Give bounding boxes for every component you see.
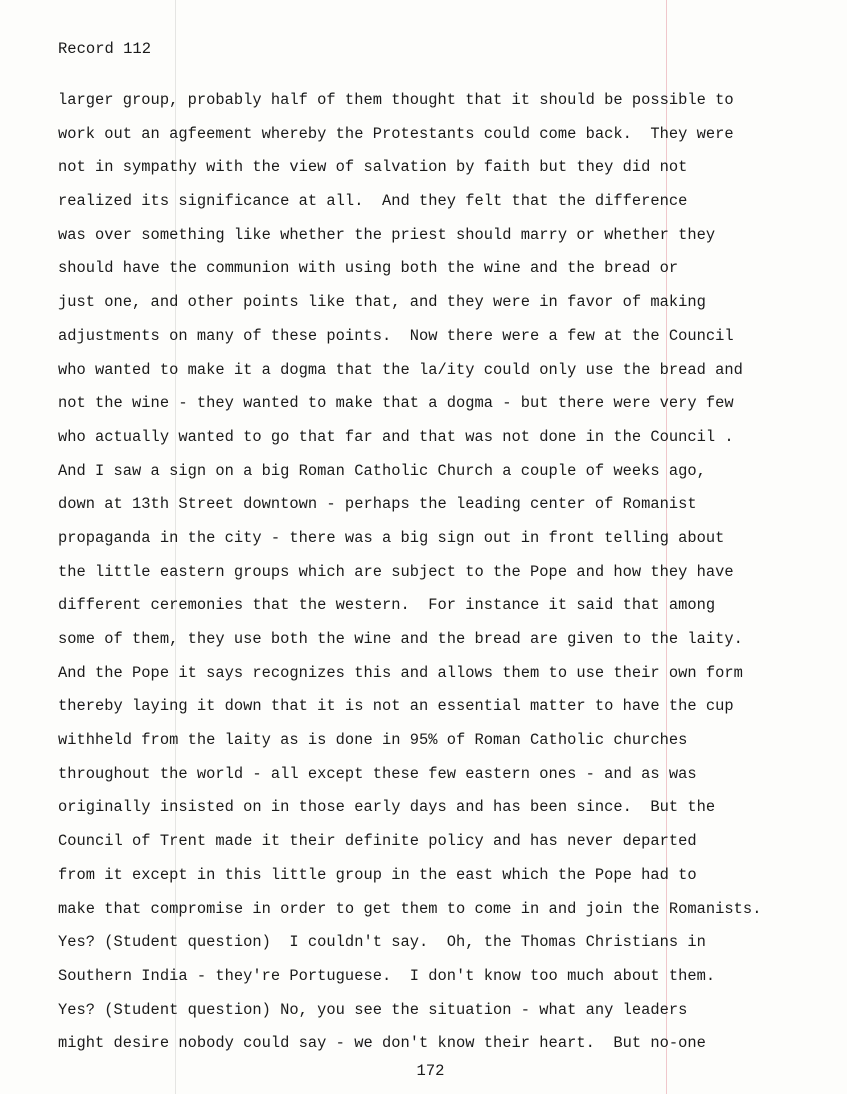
text-line: adjustments on many of these points. Now there were a few at the Council <box>58 326 734 345</box>
text-line: some of them, they use both the wine and the bread are given to the laity. <box>58 630 743 648</box>
text-line: realized its significance at all. And they felt that the difference <box>58 192 688 211</box>
page-number-label: 172 <box>416 1062 445 1080</box>
text-line: not the wine - they wanted to make that a dogma - but there were very few <box>58 394 734 413</box>
text-line: propaganda in the city - there was a big sign out in front telling about <box>58 528 725 547</box>
text-line: larger group, probably half of them thought that it should be possible to <box>58 91 734 109</box>
text-line: who actually wanted to go that far and that was not done in the Council . <box>58 427 734 446</box>
text-line: the little eastern groups which are subject to the Pope and how they have <box>58 562 734 581</box>
text-line: just one, and other points like that, and they were in favor of making <box>58 293 706 312</box>
text-line: thereby laying it down that it is not an essential matter to have the cup <box>58 697 734 716</box>
text-line: work out an agfeement whereby the Protestants could come back. They were <box>58 124 734 143</box>
text-line: was over something like whether the priest should marry or whether they <box>58 225 716 244</box>
text-line: throughout the world - all except these few eastern ones - and as was <box>58 764 697 783</box>
text-line: Yes? (Student question) No, you see the situation - what any leaders <box>58 1000 688 1019</box>
text-line: originally insisted on in those early days and has been since. But the <box>58 798 716 817</box>
page-number <box>0 1060 847 1082</box>
text-line: And the Pope it says recognizes this and allows them to use their own form <box>58 663 743 682</box>
text-line: make that compromise in order to get them to come in and join the Romanists. <box>58 899 762 918</box>
record-header: Record 112 <box>58 40 152 58</box>
text-line: down at 13th Street downtown - perhaps the leading center of Romanist <box>58 495 697 514</box>
text-line: might desire nobody could say - we don't know their heart. But no-one <box>58 1034 706 1053</box>
text-line: withheld from the laity as is done in 95% of Roman Catholic churches <box>58 731 688 750</box>
text-line: should have the communion with using both the wine and the bread or <box>58 259 679 278</box>
text-line: different ceremonies that the western. For instance it said that among <box>58 596 716 615</box>
text-line: Southern India - they're Portuguese. I don't know too much about them. <box>58 966 716 985</box>
text-line: from it except in this little group in the east which the Pope had to <box>58 865 697 884</box>
transcript-body <box>58 86 838 1063</box>
text-line: Yes? (Student question) I couldn't say. Oh, the Thomas Christians in <box>58 933 706 952</box>
text-line: not in sympathy with the view of salvation by faith but they did not <box>58 158 688 177</box>
text-line: who wanted to make it a dogma that the la/ity could only use the bread and <box>58 360 743 379</box>
text-line: Council of Trent made it their definite policy and has never departed <box>58 832 697 851</box>
text-line: And I saw a sign on a big Roman Catholic Church a couple of weeks ago, <box>58 461 706 480</box>
